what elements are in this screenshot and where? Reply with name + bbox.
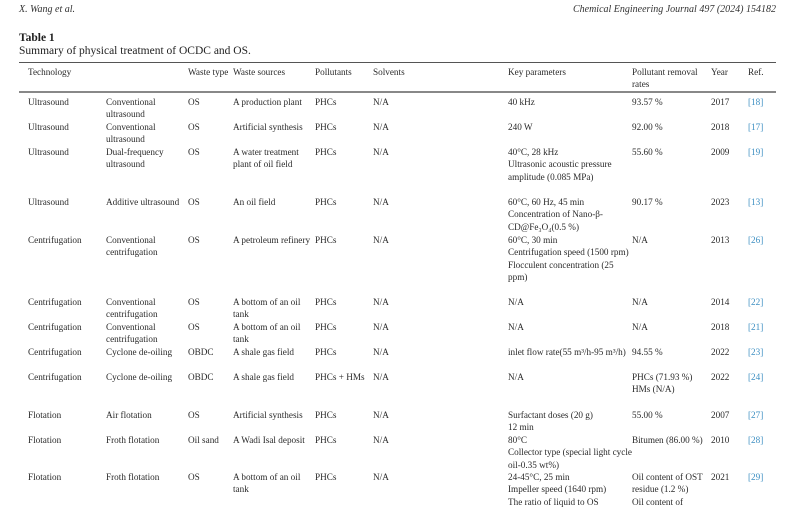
reference-link[interactable]: [28] xyxy=(748,435,764,445)
cell-technology: Flotation xyxy=(28,435,62,445)
cell-removal-rate xyxy=(632,409,710,421)
removal-rate-line: 55.00 % xyxy=(632,410,663,420)
cell-year: 2013 xyxy=(711,235,730,245)
cell-technology: Flotation xyxy=(28,410,62,420)
cell-sub-technology: Additive ultrasound xyxy=(106,197,180,207)
key-parameter-line: 24-45°C, 25 min xyxy=(508,472,570,482)
cell-waste-source: A shale gas field xyxy=(233,347,294,357)
cell-waste-type: Oil sand xyxy=(188,435,219,445)
cell-technology: Flotation xyxy=(28,472,62,482)
cell-removal-rate xyxy=(632,234,710,246)
cell-key-parameters xyxy=(508,346,632,358)
cell-year: 2017 xyxy=(711,97,730,107)
cell-pollutants: PHCs xyxy=(315,147,337,157)
cell-year: 2007 xyxy=(711,410,730,420)
cell-pollutants: PHCs xyxy=(315,97,337,107)
cell-sub-technology: Cyclone de-oiling xyxy=(106,372,173,382)
removal-rate-line: Oil content of xyxy=(632,496,684,507)
key-parameter-line: Centrifugation speed (1500 rpm) xyxy=(508,247,629,258)
key-parameter-line: Impeller speed (1640 rpm) xyxy=(508,484,607,495)
cell-key-parameters xyxy=(508,234,632,283)
cell-waste-source: A Wadi Isal deposit xyxy=(233,435,305,445)
cell-sub-technology: Air flotation xyxy=(106,410,152,420)
table-caption: Summary of physical treatment of OCDC and OS. xyxy=(19,45,251,57)
cell-removal-rate xyxy=(632,96,710,108)
reference-link[interactable]: [21] xyxy=(748,322,764,332)
cell-key-parameters xyxy=(508,409,632,434)
cell-pollutants: PHCs + HMs xyxy=(315,372,365,382)
cell-year: 2009 xyxy=(711,147,730,157)
cell-solvents: N/A xyxy=(373,97,389,107)
key-parameter-line: N/A xyxy=(508,372,524,382)
cell-removal-rate xyxy=(632,196,710,208)
cell-technology: Centrifugation xyxy=(28,297,82,307)
key-parameter-line: 60°C, 60 Hz, 45 min xyxy=(508,197,585,207)
cell-technology: Ultrasound xyxy=(28,97,69,107)
reference-link[interactable]: [13] xyxy=(748,197,764,207)
cell-solvents: N/A xyxy=(373,197,389,207)
cell-technology: Centrifugation xyxy=(28,347,82,357)
table-label: Table 1 xyxy=(19,32,55,44)
cell-waste-type: OS xyxy=(188,97,200,107)
key-parameter-line: Ultrasonic acoustic pressure amplitude (0.085 MPa) xyxy=(508,159,612,182)
cell-waste-type: OS xyxy=(188,297,200,307)
removal-rate-line: 92.00 % xyxy=(632,122,663,132)
removal-rate-line: HMs (N/A) xyxy=(632,384,675,395)
cell-waste-type: OBDC xyxy=(188,347,214,357)
cell-year: 2014 xyxy=(711,297,730,307)
cell-key-parameters xyxy=(508,121,632,133)
cell-technology: Ultrasound xyxy=(28,197,69,207)
cell-pollutants: PHCs xyxy=(315,197,337,207)
cell-pollutants: PHCs xyxy=(315,410,337,420)
cell-pollutants: PHCs xyxy=(315,322,337,332)
key-parameter-line: Flocculent concentration (25 ppm) xyxy=(508,259,614,282)
cell-waste-type: OS xyxy=(188,472,200,482)
key-parameter-line: Collector type (special light cycle oil-0.35 wt%) xyxy=(508,447,632,470)
header-ref: Ref. xyxy=(748,67,764,77)
cell-waste-source: A production plant xyxy=(233,97,302,107)
cell-sub-technology: Dual-frequency ultrasound xyxy=(106,147,164,170)
header-solvents: Solvents xyxy=(373,67,405,77)
cell-waste-type: OS xyxy=(188,147,200,157)
running-head-authors: X. Wang et al. xyxy=(19,4,76,15)
cell-solvents: N/A xyxy=(373,410,389,420)
cell-key-parameters xyxy=(508,96,632,108)
cell-pollutants: PHCs xyxy=(315,122,337,132)
cell-technology: Centrifugation xyxy=(28,322,82,332)
cell-pollutants: PHCs xyxy=(315,347,337,357)
cell-waste-type: OS xyxy=(188,410,200,420)
cell-sub-technology: Froth flotation xyxy=(106,472,160,482)
cell-sub-technology: Froth flotation xyxy=(106,435,160,445)
key-parameter-line: 60°C, 30 min xyxy=(508,235,558,245)
cell-key-parameters xyxy=(508,471,632,508)
reference-link[interactable]: [29] xyxy=(748,472,764,482)
cell-key-parameters xyxy=(508,321,632,333)
cell-pollutants: PHCs xyxy=(315,297,337,307)
cell-solvents: N/A xyxy=(373,435,389,445)
cell-solvents: N/A xyxy=(373,297,389,307)
cell-year: 2023 xyxy=(711,197,730,207)
cell-waste-type: OS xyxy=(188,235,200,245)
cell-removal-rate xyxy=(632,346,710,358)
cell-waste-type: OBDC xyxy=(188,372,214,382)
reference-link[interactable]: [17] xyxy=(748,122,764,132)
cell-waste-source: Artificial synthesis xyxy=(233,410,303,420)
cell-waste-type: OS xyxy=(188,197,200,207)
header-technology: Technology xyxy=(28,67,72,77)
cell-waste-source: Artificial synthesis xyxy=(233,122,303,132)
removal-rate-line: 94.55 % xyxy=(632,347,663,357)
cell-waste-source: A bottom of an oil tank xyxy=(233,472,301,495)
key-parameter-line: 240 W xyxy=(508,122,533,132)
removal-rate-line: 93.57 % xyxy=(632,97,663,107)
cell-removal-rate xyxy=(632,434,710,446)
key-parameter-line: N/A xyxy=(508,322,524,332)
reference-link[interactable]: [26] xyxy=(748,235,764,245)
key-parameter-line: 12 min xyxy=(508,422,534,433)
table-top-rule xyxy=(19,62,776,63)
cell-waste-source: An oil field xyxy=(233,197,276,207)
cell-waste-type: OS xyxy=(188,122,200,132)
cell-solvents: N/A xyxy=(373,372,389,382)
cell-solvents: N/A xyxy=(373,472,389,482)
cell-year: 2018 xyxy=(711,322,730,332)
removal-rate-line: Oil content of OST residue (1.2 %) xyxy=(632,472,703,495)
removal-rate-line: Bitumen (86.00 %) xyxy=(632,435,703,445)
cell-removal-rate xyxy=(632,121,710,133)
reference-link[interactable]: [24] xyxy=(748,372,764,382)
cell-sub-technology: Conventional centrifugation xyxy=(106,322,158,345)
cell-year: 2010 xyxy=(711,435,730,445)
header-pollutants: Pollutants xyxy=(315,67,352,77)
removal-rate-line: PHCs (71.93 %) xyxy=(632,372,693,382)
header-year: Year xyxy=(711,67,728,77)
cell-key-parameters xyxy=(508,146,632,183)
key-parameter-line: Surfactant doses (20 g) xyxy=(508,410,593,420)
cell-pollutants: PHCs xyxy=(315,235,337,245)
key-parameter-line: 40°C, 28 kHz xyxy=(508,147,559,157)
cell-waste-source: A bottom of an oil tank xyxy=(233,322,301,345)
cell-key-parameters xyxy=(508,434,632,471)
cell-technology: Ultrasound xyxy=(28,122,69,132)
cell-technology: Ultrasound xyxy=(28,147,69,157)
cell-solvents: N/A xyxy=(373,322,389,332)
cell-solvents: N/A xyxy=(373,347,389,357)
header-waste-type: Waste type xyxy=(188,67,229,77)
removal-rate-line: N/A xyxy=(632,297,648,307)
cell-key-parameters xyxy=(508,196,632,233)
reference-link[interactable]: [23] xyxy=(748,347,764,357)
key-parameter-line: Concentration of Nano-β-CD@Fe₃O₄(0.5 %) xyxy=(508,209,603,232)
reference-link[interactable]: [18] xyxy=(748,97,764,107)
table-header-rule xyxy=(19,91,776,93)
key-parameter-line: The ratio of liquid to OS xyxy=(508,496,599,507)
cell-removal-rate xyxy=(632,371,710,396)
cell-removal-rate xyxy=(632,296,710,308)
reference-link[interactable]: [27] xyxy=(748,410,764,420)
key-parameter-line: 40 kHz xyxy=(508,97,535,107)
cell-sub-technology: Cyclone de-oiling xyxy=(106,347,173,357)
running-head-journal: Chemical Engineering Journal 497 (2024) 154182 xyxy=(572,4,776,15)
cell-solvents: N/A xyxy=(373,235,389,245)
cell-pollutants: PHCs xyxy=(315,472,337,482)
cell-removal-rate xyxy=(632,146,710,158)
cell-sub-technology: Conventional ultrasound xyxy=(106,97,156,120)
header-removal-rates: Pollutant removal rates xyxy=(632,67,698,90)
cell-year: 2018 xyxy=(711,122,730,132)
reference-link[interactable]: [19] xyxy=(748,147,764,157)
cell-year: 2021 xyxy=(711,472,730,482)
cell-waste-source: A shale gas field xyxy=(233,372,294,382)
removal-rate-line: N/A xyxy=(632,235,648,245)
cell-sub-technology: Conventional centrifugation xyxy=(106,235,158,258)
cell-removal-rate xyxy=(632,321,710,333)
cell-year: 2022 xyxy=(711,372,730,382)
cell-technology: Centrifugation xyxy=(28,235,82,245)
removal-rate-line: N/A xyxy=(632,322,648,332)
cell-waste-source: A petroleum refinery xyxy=(233,235,311,245)
removal-rate-line: 55.60 % xyxy=(632,147,663,157)
header-waste-sources: Waste sources xyxy=(233,67,286,77)
header-key-parameters: Key parameters xyxy=(508,67,566,77)
cell-sub-technology: Conventional centrifugation xyxy=(106,297,158,320)
key-parameter-line: inlet flow rate(55 m³/h-95 m³/h) xyxy=(508,347,626,357)
key-parameter-line: 80°C xyxy=(508,435,527,445)
cell-pollutants: PHCs xyxy=(315,435,337,445)
removal-rate-line: 90.17 % xyxy=(632,197,663,207)
cell-waste-source: A water treatment plant of oil field xyxy=(233,147,299,170)
cell-solvents: N/A xyxy=(373,147,389,157)
cell-sub-technology: Conventional ultrasound xyxy=(106,122,156,145)
cell-waste-source: A bottom of an oil tank xyxy=(233,297,301,320)
cell-removal-rate xyxy=(632,471,710,508)
cell-technology: Centrifugation xyxy=(28,372,82,382)
cell-year: 2022 xyxy=(711,347,730,357)
reference-link[interactable]: [22] xyxy=(748,297,764,307)
key-parameter-line: N/A xyxy=(508,297,524,307)
cell-key-parameters xyxy=(508,296,632,308)
cell-waste-type: OS xyxy=(188,322,200,332)
cell-solvents: N/A xyxy=(373,122,389,132)
cell-key-parameters xyxy=(508,371,632,383)
running-head xyxy=(19,4,776,18)
